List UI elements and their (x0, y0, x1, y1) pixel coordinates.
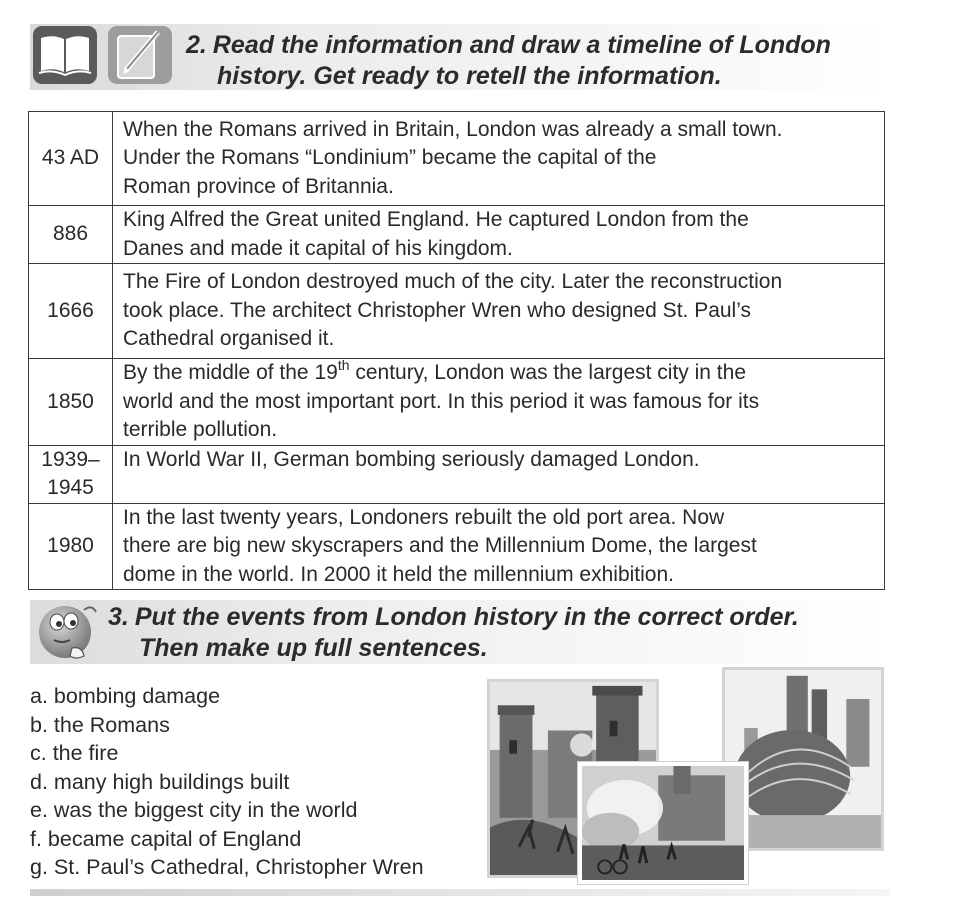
table-row (29, 359, 885, 446)
list-item: e. was the biggest city in the world (30, 798, 358, 822)
table-row (29, 264, 885, 359)
task2-title-line2: history. Get ready to retell the information. (217, 62, 722, 90)
event-cell (113, 264, 885, 359)
year-cell: 1850 (29, 359, 113, 446)
table-row (29, 206, 885, 264)
task2-title-line1: Read the information and draw a timeline of London (212, 31, 831, 59)
year-line: 1939– (41, 447, 100, 471)
book-icon (33, 26, 97, 84)
year-cell: 1980 (29, 503, 113, 590)
event-cell (113, 112, 885, 206)
task3-title (108, 602, 908, 664)
event-text: century, London was the largest city in the (349, 361, 746, 384)
event-line: Danes and made it capital of his kingdom. (123, 236, 513, 260)
event-line (123, 359, 878, 388)
event-line: The Fire of London destroyed much of the city. Later the reconstruction (123, 270, 783, 294)
timeline-table (28, 111, 885, 590)
footer-band (30, 889, 890, 896)
ordinal-suffix: th (337, 357, 350, 373)
ww2-bombing-photo (578, 762, 748, 884)
task3-title-line2: Then make up full sentences. (139, 634, 488, 662)
list-item: d. many high buildings built (30, 769, 290, 794)
table-row (29, 503, 885, 590)
event-cell (113, 359, 885, 446)
table-row (29, 112, 885, 206)
pencil-notebook-icon (108, 26, 172, 84)
event-line: there are big new skyscrapers and the Millennium Dome, the largest (123, 534, 757, 557)
task3-title-line1: Put the events from London history in the correct order. (134, 603, 799, 631)
event-cell (113, 206, 885, 264)
list-item: a. bombing damage (30, 684, 221, 708)
events-list (30, 682, 424, 882)
event-line: In the last twenty years, Londoners rebuilt the old port area. Now (123, 505, 725, 529)
list-item: g. St. Paul’s Cathedral, Christopher Wren (30, 855, 424, 879)
event-line: terrible pollution. (123, 418, 278, 441)
task2-title (186, 30, 906, 92)
task2-number: 2. (186, 31, 207, 59)
event-cell (113, 503, 885, 590)
event-line: Roman province of Britannia. (123, 174, 394, 198)
event-line: dome in the world. In 2000 it held the millennium exhibition. (123, 562, 674, 586)
list-item: f. became capital of England (30, 826, 302, 851)
list-item: b. the Romans (30, 712, 170, 737)
year-cell (29, 445, 113, 503)
event-line: took place. The architect Christopher Wren who designed St. Paul’s (123, 298, 752, 322)
event-line: King Alfred the Great united England. He captured London from the (123, 208, 749, 231)
thinking-mascot-icon (32, 600, 102, 668)
year-line: 1945 (47, 476, 94, 499)
event-line: When the Romans arrived in Britain, London was already a small town. (123, 117, 783, 141)
event-line: Cathedral organised it. (123, 327, 335, 351)
event-text: By the middle of the 19 (123, 361, 338, 384)
event-line: Under the Romans “Londinium” became the capital of the (123, 146, 657, 170)
task3-number: 3. (108, 603, 129, 631)
year-cell: 43 AD (29, 112, 113, 206)
event-cell (113, 445, 885, 503)
table-row (29, 445, 885, 503)
list-item: c. the fire (30, 741, 119, 765)
year-cell: 886 (29, 206, 113, 264)
event-line: world and the most important port. In this period it was famous for its (123, 389, 760, 413)
event-line: In World War II, German bombing seriously damaged London. (123, 447, 700, 471)
year-cell: 1666 (29, 264, 113, 359)
